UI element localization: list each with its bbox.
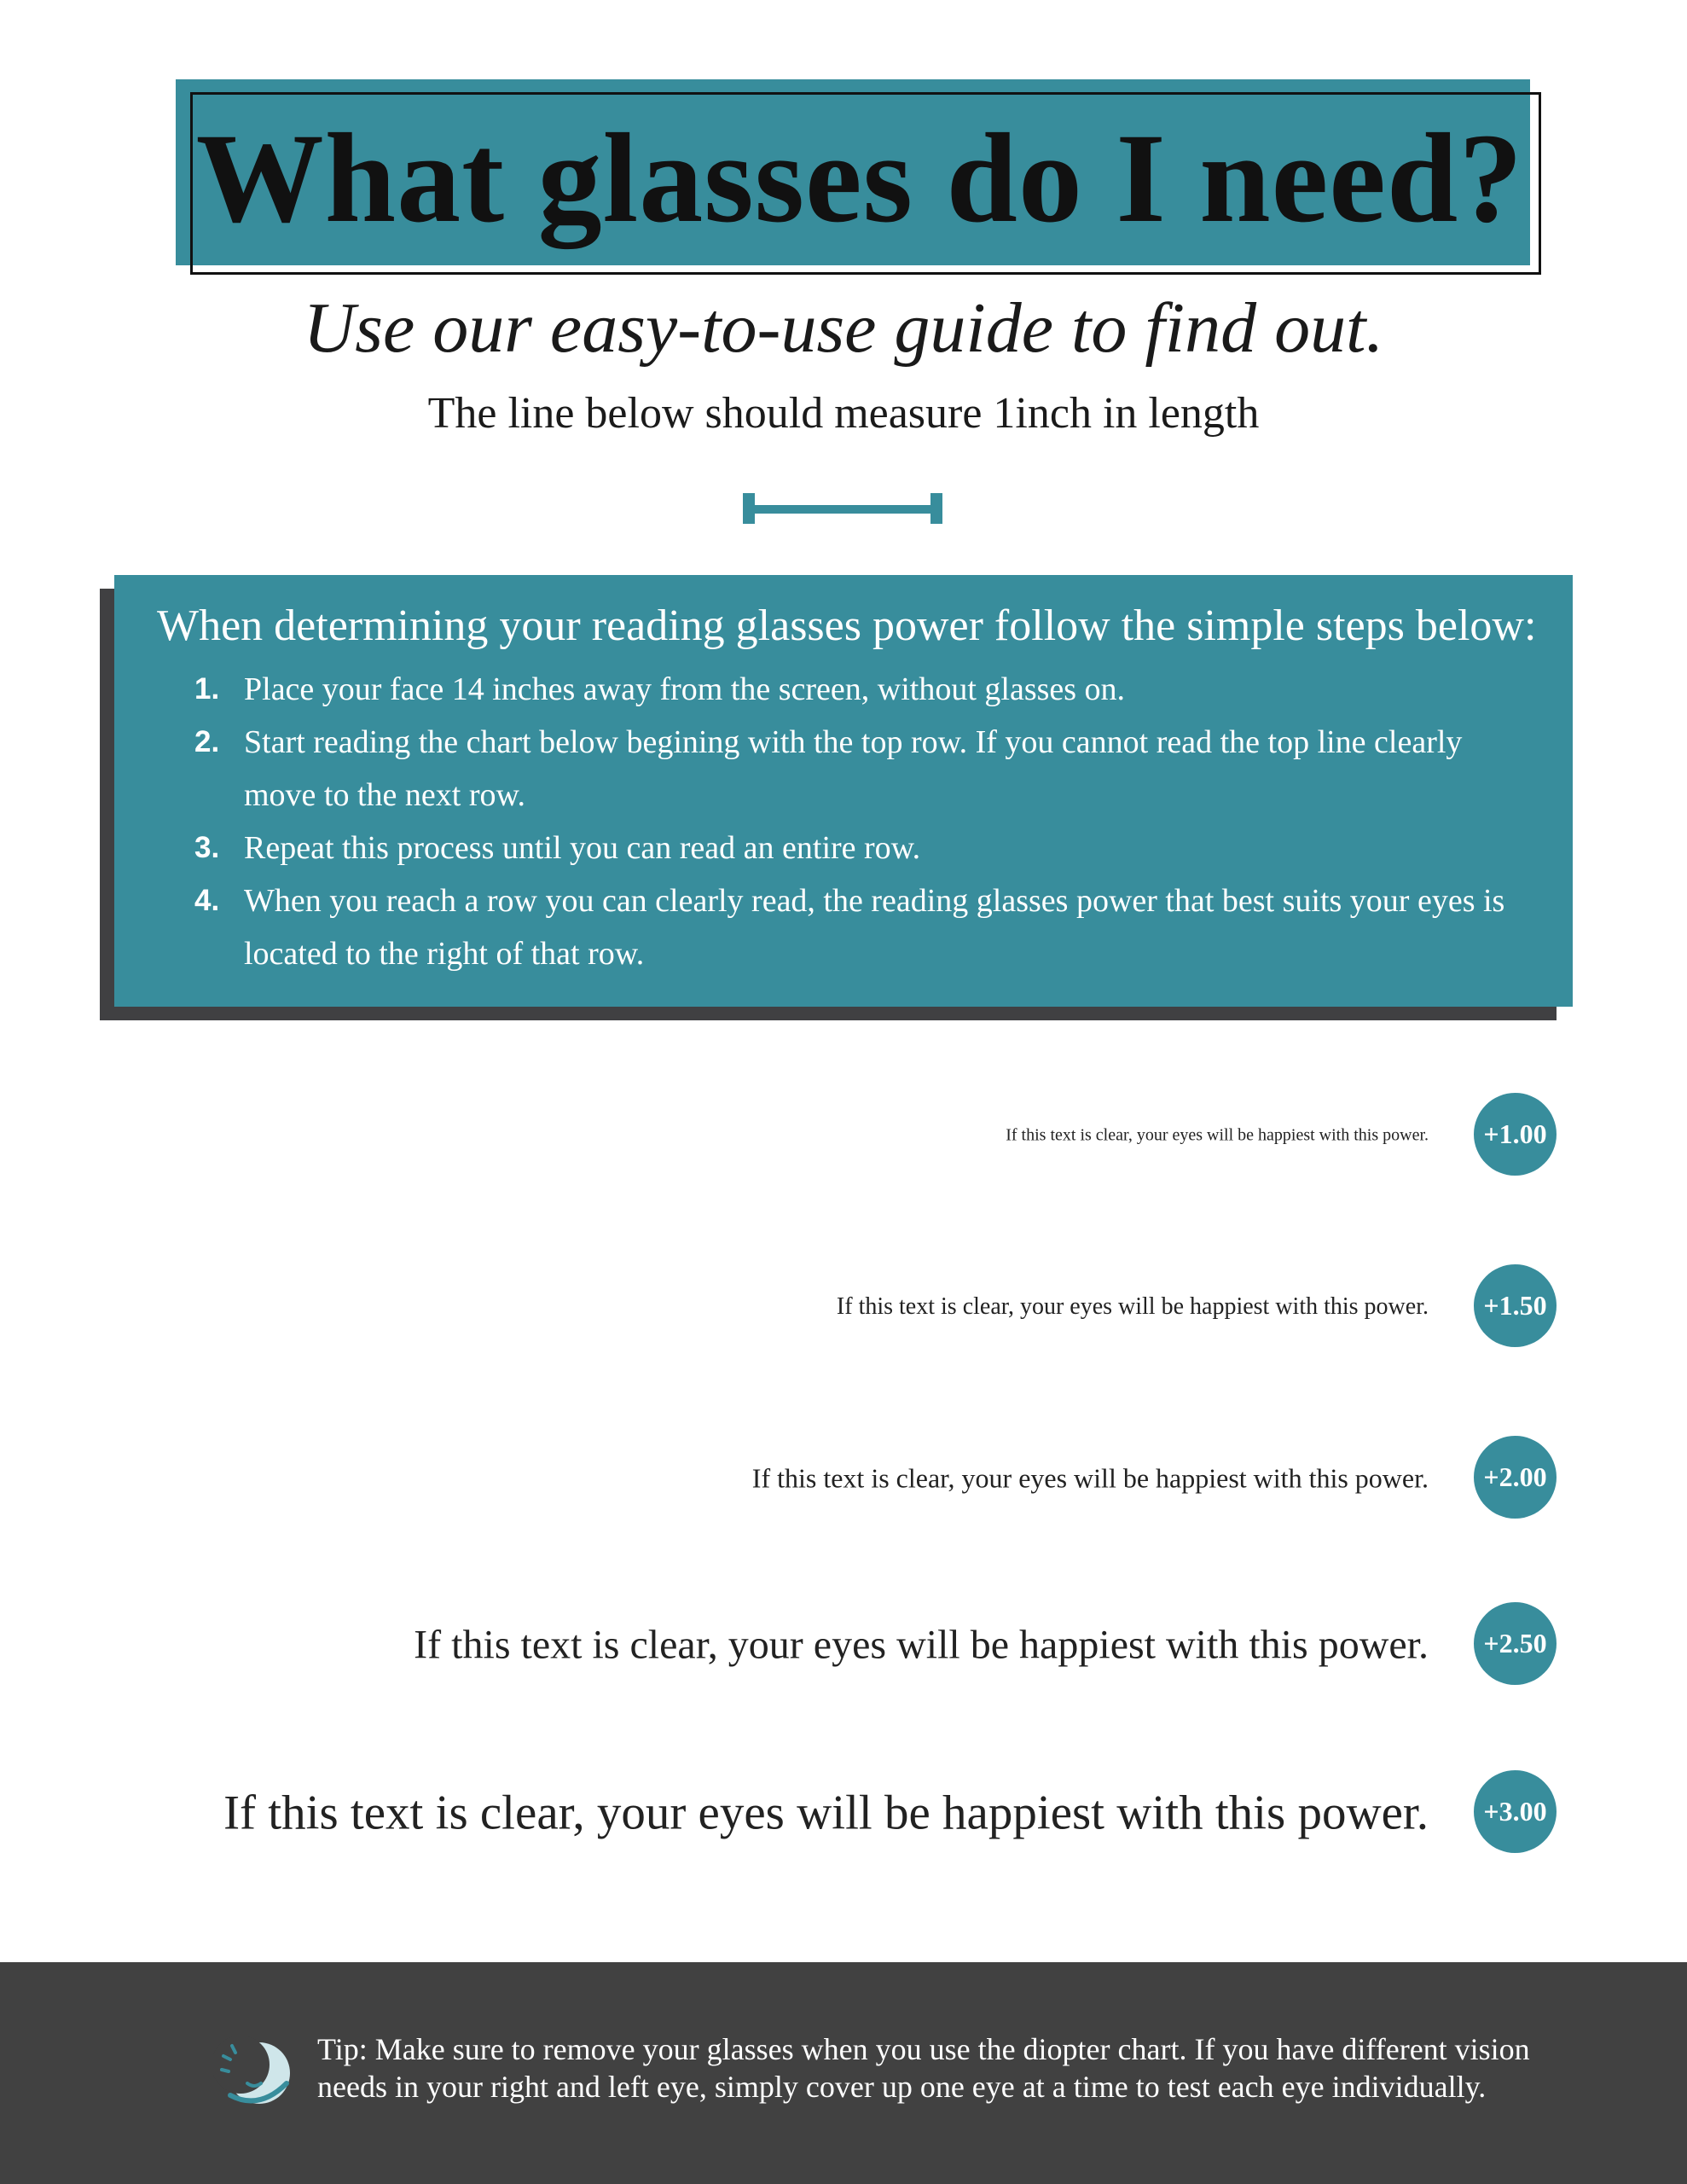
power-badge: +3.00 [1474, 1770, 1557, 1853]
chart-row [0, 1264, 1687, 1350]
step-text: When you reach a row you can clearly read, the reading glasses power that best suits your eyes is located to the right of that row. [244, 883, 1505, 972]
chart-row [0, 1602, 1687, 1687]
title-banner [176, 79, 1544, 267]
page-title: What glasses do I need? [195, 107, 1524, 249]
step-number: 1. [194, 672, 220, 706]
steps-list [157, 663, 1573, 980]
one-inch-ruler [743, 493, 942, 524]
step-text: Repeat this process until you can read an entire row. [244, 830, 921, 866]
step-item [194, 874, 1573, 980]
tip-text: Tip: Make sure to remove your glasses when you use the diopter chart. If you have different vision needs in your right and left eye, simply cover up one eye at a time to test each eye individually. [317, 2032, 1530, 2104]
step-number: 2. [194, 725, 220, 758]
chart-row-text: If this text is clear, your eyes will be happiest with this power. [836, 1293, 1429, 1320]
measure-note: The line below should measure 1inch in length [427, 389, 1260, 438]
page-subtitle: Use our easy-to-use guide to find out. [303, 288, 1384, 368]
chart-row [0, 1770, 1687, 1856]
chart-row-text: If this text is clear, your eyes will be happiest with this power. [223, 1786, 1429, 1840]
power-badge: +2.00 [1474, 1436, 1557, 1519]
steps-heading: When determining your reading glasses power follow the simple steps below: [157, 601, 1537, 650]
step-item [194, 663, 1573, 716]
step-item [194, 822, 1573, 874]
step-text: Place your face 14 inches away from the screen, without glasses on. [244, 671, 1126, 707]
step-text: Start reading the chart below begining with the top row. If you cannot read the top line clearly move to the next row. [244, 724, 1463, 813]
power-badge: +2.50 [1474, 1602, 1557, 1685]
chart-row-text: If this text is clear, your eyes will be happiest with this power. [751, 1462, 1429, 1494]
steps-box [114, 575, 1573, 1007]
step-number: 3. [194, 831, 220, 864]
power-badge: +1.00 [1474, 1093, 1557, 1176]
chart-row-text: If this text is clear, your eyes will be happiest with this power. [1006, 1125, 1429, 1145]
sleeping-moon-icon [213, 2030, 299, 2116]
power-badge: +1.50 [1474, 1264, 1557, 1347]
chart-row [0, 1093, 1687, 1178]
chart-row [0, 1436, 1687, 1521]
step-number: 4. [194, 884, 220, 917]
step-item [194, 716, 1573, 822]
chart-row-text: If this text is clear, your eyes will be happiest with this power. [414, 1622, 1429, 1668]
